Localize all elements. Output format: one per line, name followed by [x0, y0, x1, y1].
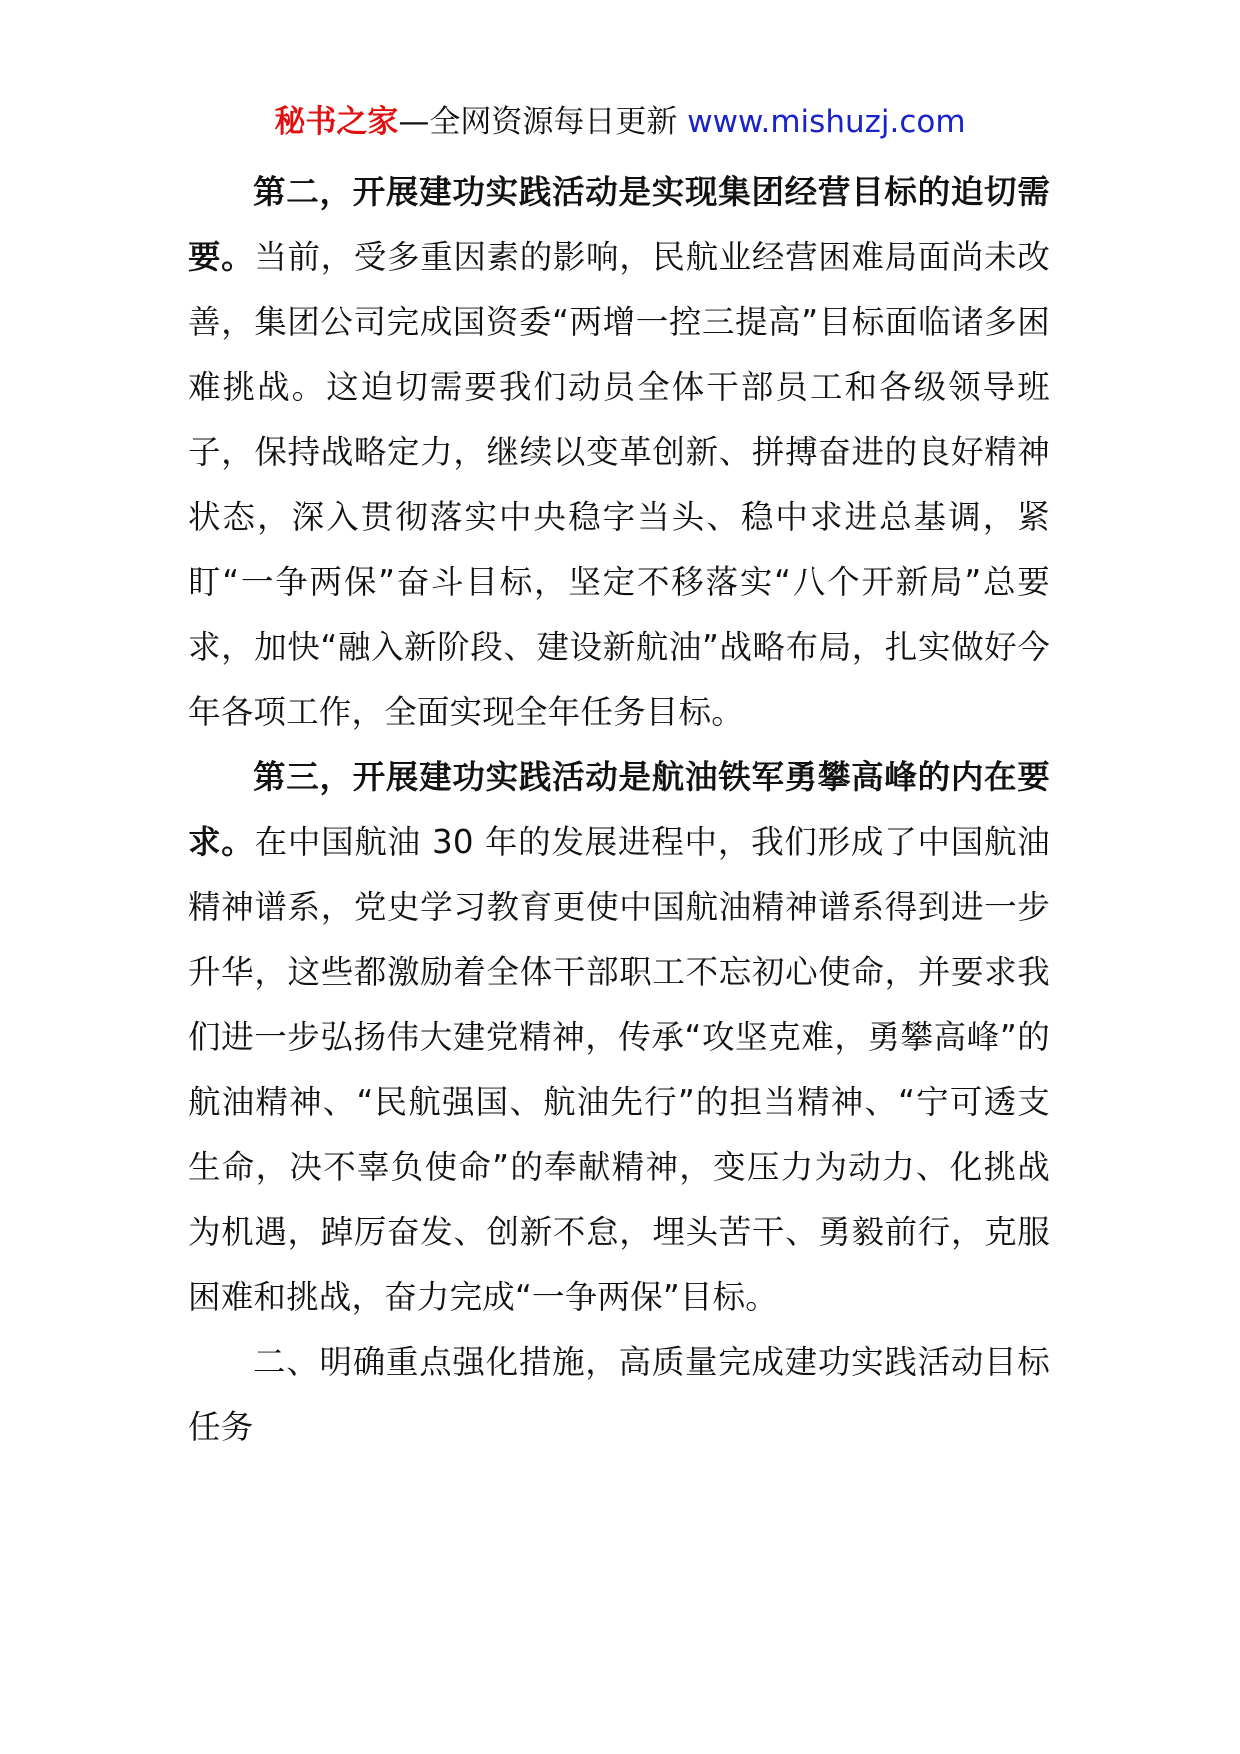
watermark-header — [0, 100, 1240, 144]
paragraph-text: 在中国航油 30 年的发展进程中，我们形成了中国航油精神谱系，党史学习教育更使中国航油精神谱系得到进一步升华，这些都激励着全体干部职工不忘初心使命，并要求我们进一步弘扬伟大建党精神，传承“攻坚克难，勇攀高峰”的航油精神、“民航强国、航油先行”的担当精神、“宁可透支生命，决不辜负使命”的奉献精神，变压力为动力、化挑战为机遇，踔厉奋发、创新不怠，埋头苦干、勇毅前行，克服困难和挑战，奋力完成“一争两保”目标。 — [188, 823, 1051, 1316]
paragraph-text: 当前，受多重因素的影响，民航业经营困难局面尚未改善，集团公司完成国资委“两增一控三提高”目标面临诸多困难挑战。这迫切需要我们动员全体干部员工和各级领导班子，保持战略定力，继续以变革创新、拼搏奋进的良好精神状态，深入贯彻落实中央稳字当头、稳中求进总基调，紧盯“一争两保”奋斗目标，坚定不移落实“八个开新局”总要求，加快“融入新阶段、建设新航油”战略布局，扎实做好今年各项工作，全面实现全年任务目标。 — [188, 238, 1050, 731]
document-body — [188, 160, 1050, 1460]
paragraph-lead: 第二，开展建功实践活动是实现集团经营目标的迫切需要。 — [188, 173, 1050, 276]
header-tagline: —全网资源每日更新 — [398, 104, 688, 140]
paragraph-second-point — [188, 160, 1050, 745]
paragraph-lead: 第三，开展建功实践活动是航油铁军勇攀高峰的内在要求。 — [188, 758, 1050, 861]
paragraph-third-point — [188, 745, 1050, 1330]
section-heading-text: 二、明确重点强化措施，高质量完成建功实践活动目标任务 — [188, 1343, 1050, 1446]
site-url-link[interactable]: www.mishuzj.com — [687, 104, 966, 140]
brand-name: 秘书之家 — [274, 104, 399, 140]
section-heading — [188, 1330, 1050, 1460]
